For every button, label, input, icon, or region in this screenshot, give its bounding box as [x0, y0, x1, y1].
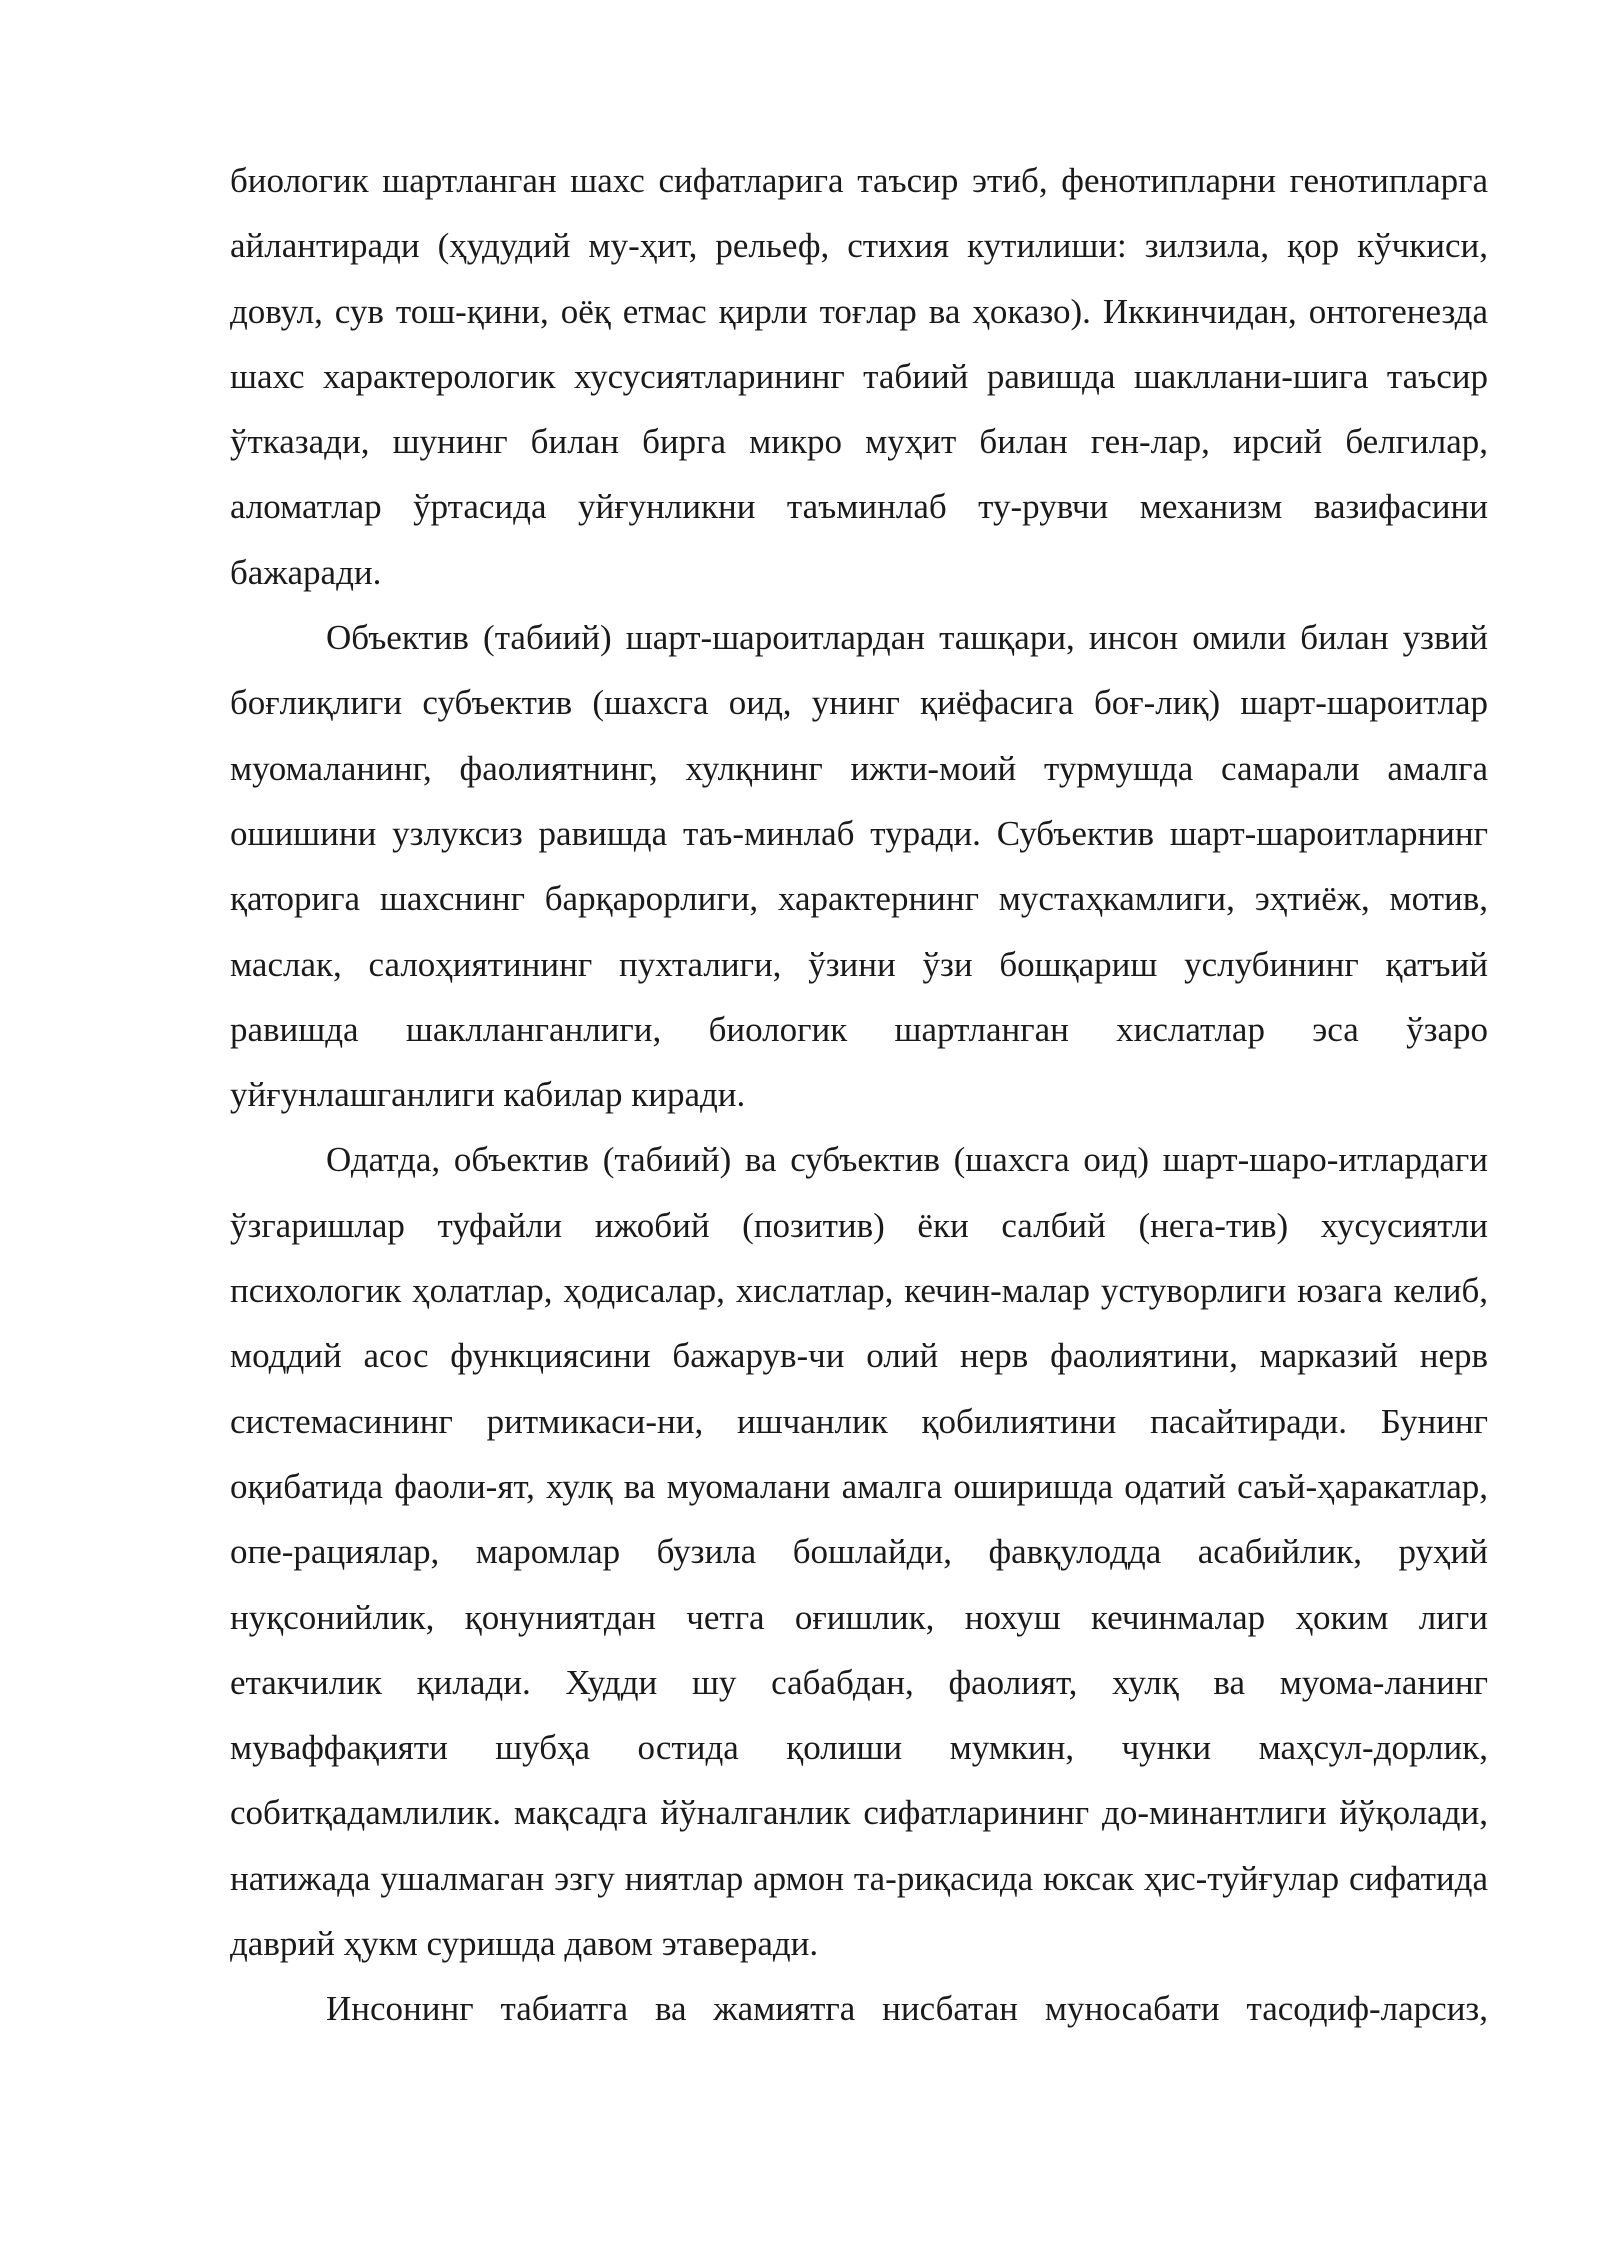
paragraph-3: Одатда, объектив (табиий) ва субъектив (шахсга оид) шарт-шаро-итлардаги ўзгаришлар туфайли ижобий (позитив) ёки салбий (нега-тив) хусусиятли психологик ҳолатлар, ҳодисалар, хислатлар, кечин-малар устуворлиги юзага келиб, моддий асос функциясини бажарув-чи олий нерв фаолиятини, марказий нерв системасининг ритмикаси-ни, ишчанлик қобилиятини пасайтиради. Бунинг оқибатида фаоли-ят, хулқ ва муомалани амалга оширишда одатий саъй-ҳаракатлар, опе-рациялар, маромлар бузила бошлайди, фавқулодда асабийлик, руҳий нуқсонийлик, қонуниятдан четга оғишлик, нохуш кечинмалар ҳоким лиги етакчилик қилади. Худди шу сабабдан, фаолият, хулқ ва муома-ланинг муваффақияти шубҳа остида қолиши мумкин, чунки маҳсул-дорлик, собитқадамлилик. мақсадга йўналганлик сифатларининг до-минантлиги йўқолади, натижада ушалмаган эзгу ниятлар армон та-риқасида юксак ҳис-туйғулар сифатида даврий ҳукм суришда давом этаверади. [230, 1140, 1488, 1964]
paragraph-4: Инсонинг табиатга ва жамиятга нисбатан муносабати тасодиф-ларсиз, [326, 1989, 1488, 2029]
paragraph-1: биологик шартланган шахс сифатларига таъсир этиб, фенотипларни генотипларга айлантиради (ҳудудий му-ҳит, рельеф, стихия кутилиши: зилзила, қор кўчкиси, довул, сув тош-қини, оёқ етмас қирли тоғлар ва ҳоказо). Иккинчидан, онтогенезда шахс характерологик хусусиятларининг табиий равишда шакллани-шига таъсир ўтказади, шунинг билан бирга микро муҳит билан ген-лар, ирсий белгилар, аломатлар ўртасида уйғунликни таъминлаб ту-рувчи механизм вазифасини бажаради. [230, 161, 1488, 592]
paragraph-2: Объектив (табиий) шарт-шароитлардан ташқари, инсон омили билан узвий боғлиқлиги субъектив (шахсга оид, унинг қиёфасига боғ-лиқ) шарт-шароитлар муомаланинг, фаолиятнинг, хулқнинг ижти-моий турмушда самарали амалга ошишини узлуксиз равишда таъ-минлаб туради. Субъектив шарт-шароитларнинг қаторига шахснинг барқарорлиги, характернинг мустаҳкамлиги, эҳтиёж, мотив, маслак, салоҳиятининг пухталиги, ўзини ўзи бошқариш услубининг қатъий равишда шаклланганлиги, биологик шартланган хислатлар эса ўзаро уйғунлашганлиги кабилар киради. [230, 618, 1488, 1115]
document-body [230, 148, 1488, 2042]
